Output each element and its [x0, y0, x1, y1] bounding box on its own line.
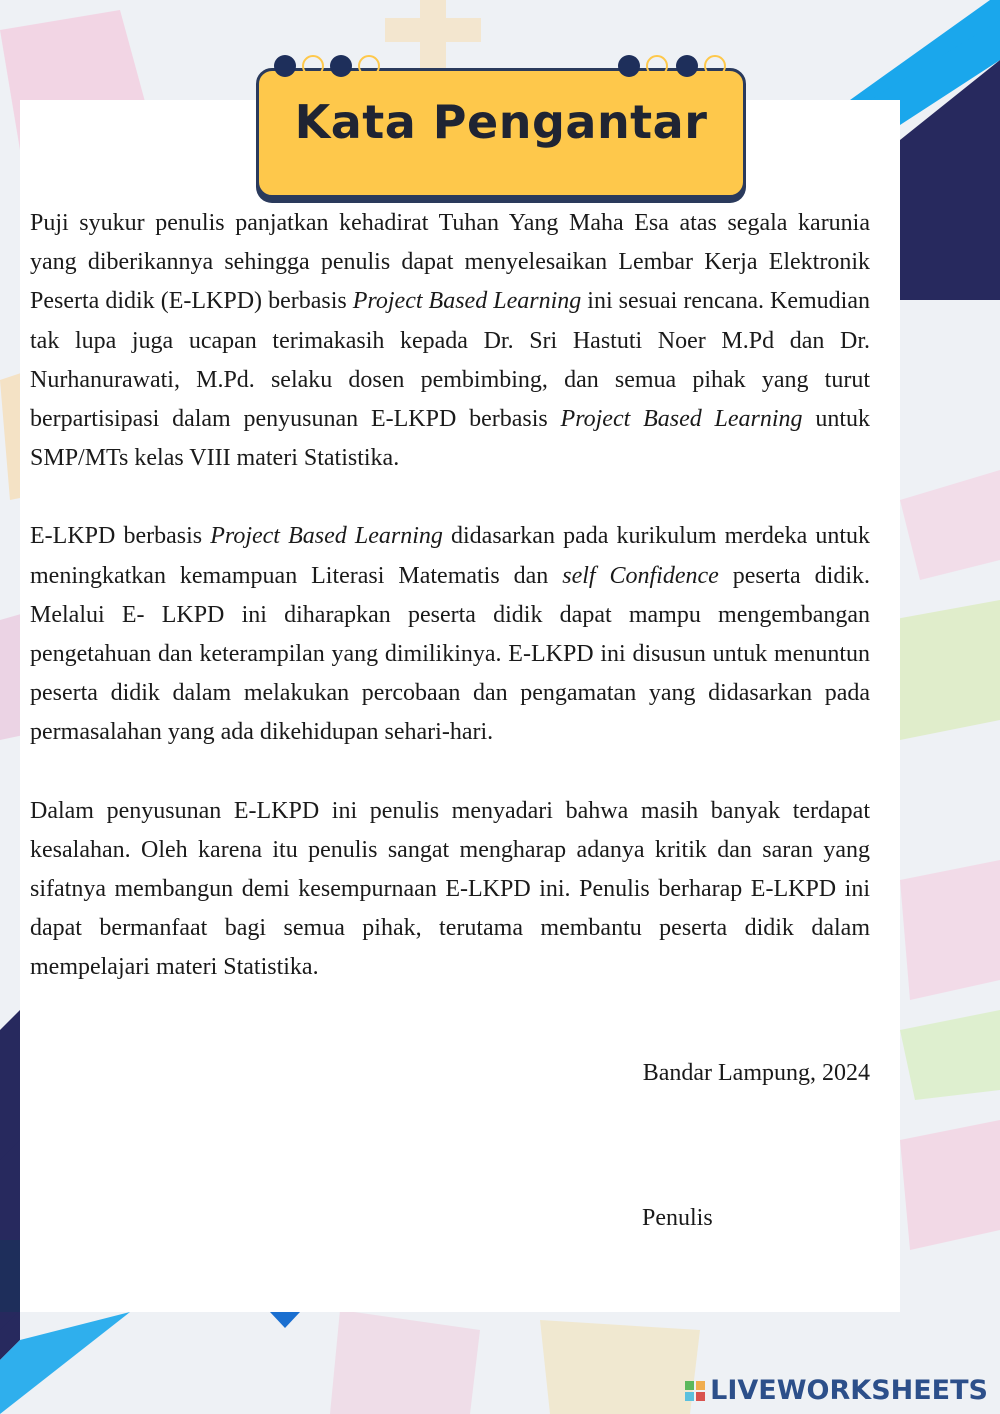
italic-text-run: Project Based Learning	[210, 523, 443, 550]
paragraph-1	[30, 204, 870, 478]
text-run: didasarkan pada kurikulum merdeka untuk meningkatkan kemampuan Literasi Matematis dan	[30, 523, 871, 589]
place-date: Bandar Lampung, 2024	[642, 1060, 870, 1086]
italic-text-run: Project Based Learning	[560, 406, 803, 433]
binder-ring-icon	[358, 55, 380, 77]
text-run: ini sesuai rencana. Kemudian tak lupa juga ucapan terimakasih kepada Dr. Sri Hastuti Noer M.Pd dan Dr. Nurhanurawati, M.Pd. selaku dosen pembimbing, dan semua pihak yang turut berpartisipasi dalam penyusunan E-LKPD berbasis	[30, 288, 870, 433]
binder-ring-icon	[704, 55, 726, 77]
body-text	[30, 204, 870, 1027]
paragraph-3	[30, 792, 870, 988]
binder-ring-icon	[676, 55, 698, 77]
italic-text-run: Project Based Learning	[352, 288, 582, 315]
watermark-text: LIVEWORKSHEETS	[710, 1375, 988, 1406]
title-banner	[256, 68, 746, 198]
text-run: Puji syukur penulis panjatkan kehadirat Tuhan Yang Maha Esa atas segala karunia yang diberikannya sehingga penulis dapat menyelesaikan Lembar Kerja Elektronik Peserta didik (E-LKPD) berbasis	[30, 210, 870, 315]
page-title: Kata Pengantar	[294, 95, 708, 149]
text-run: E-LKPD berbasis	[30, 523, 211, 550]
text-run: untuk SMP/MTs kelas VIII materi Statistika.	[30, 406, 870, 472]
signature: Penulis	[642, 1205, 713, 1231]
paragraph-2	[30, 517, 870, 752]
binder-ring-icon	[330, 55, 352, 77]
binder-ring-icon	[618, 55, 640, 77]
binder-ring-icon	[274, 55, 296, 77]
liveworksheets-watermark[interactable]	[685, 1375, 988, 1406]
liveworksheets-logo-icon	[685, 1381, 705, 1401]
text-run: peserta didik. Melalui E- LKPD ini diharapkan peserta didik dapat mampu mengembangan pengetahuan dan keterampilan yang dimilikinya. E-LKPD ini disusun untuk menuntun peserta didik dalam melakukan percobaan dan pengamatan yang didasarkan pada permasalahan yang ada dikehidupan sehari-hari.	[30, 562, 870, 746]
italic-text-run: self Confidence	[562, 562, 719, 589]
text-run: Dalam penyusunan E-LKPD ini penulis menyadari bahwa masih banyak terdapat kesalahan. Oleh karena itu penulis sangat mengharap adanya kritik dan saran yang sifatnya membangun demi kesempurnaan E-LKPD ini. Penulis berharap E-LKPD ini dapat bermanfaat bagi semua pihak, terutama membantu peserta didik dalam mempelajari materi Statistika.	[30, 797, 870, 981]
binder-ring-icon	[646, 55, 668, 77]
binder-ring-icon	[302, 55, 324, 77]
